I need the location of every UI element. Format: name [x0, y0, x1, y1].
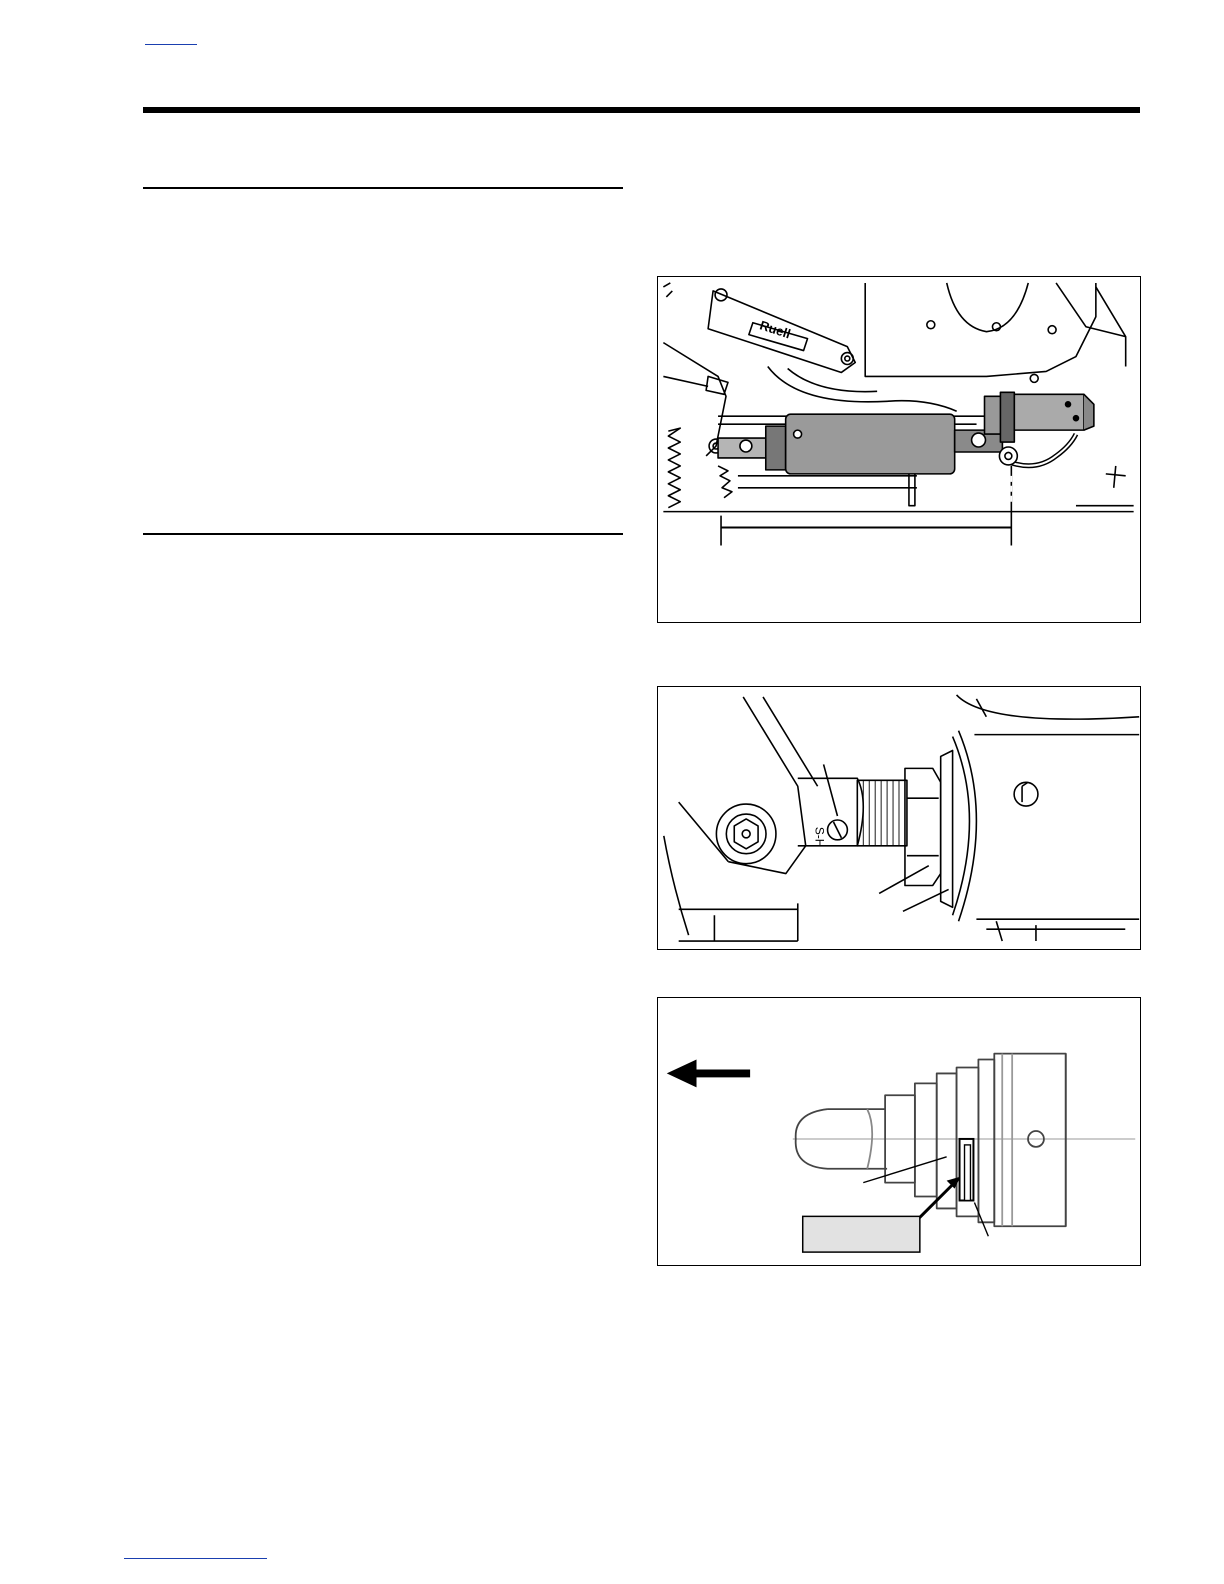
dimension-extension-lines [721, 466, 1011, 546]
cylinder-body [786, 414, 955, 474]
arrow-left-icon [667, 1060, 750, 1088]
figure-1-drawing [658, 277, 1140, 622]
arm-badge-text: Ruell [757, 317, 793, 342]
housing-boss [947, 283, 1029, 332]
section-rule-1 [143, 187, 623, 189]
eye-marking-text: S-H [812, 826, 827, 848]
figure-cylinder-eye-detail [657, 686, 1141, 950]
callout-box [803, 1216, 920, 1252]
title-rule [143, 107, 1140, 113]
lock-nut [905, 768, 941, 885]
footer-link-underline[interactable] [124, 1558, 267, 1559]
section-rule-2 [143, 533, 623, 535]
figure-2-drawing [658, 687, 1140, 949]
figure-shim-detail [657, 997, 1141, 1266]
figure-steering-cylinder-installed [657, 276, 1141, 623]
shim-highlight [960, 1139, 974, 1201]
header-link-underline[interactable] [145, 44, 197, 45]
figure-3-drawing [658, 998, 1140, 1265]
